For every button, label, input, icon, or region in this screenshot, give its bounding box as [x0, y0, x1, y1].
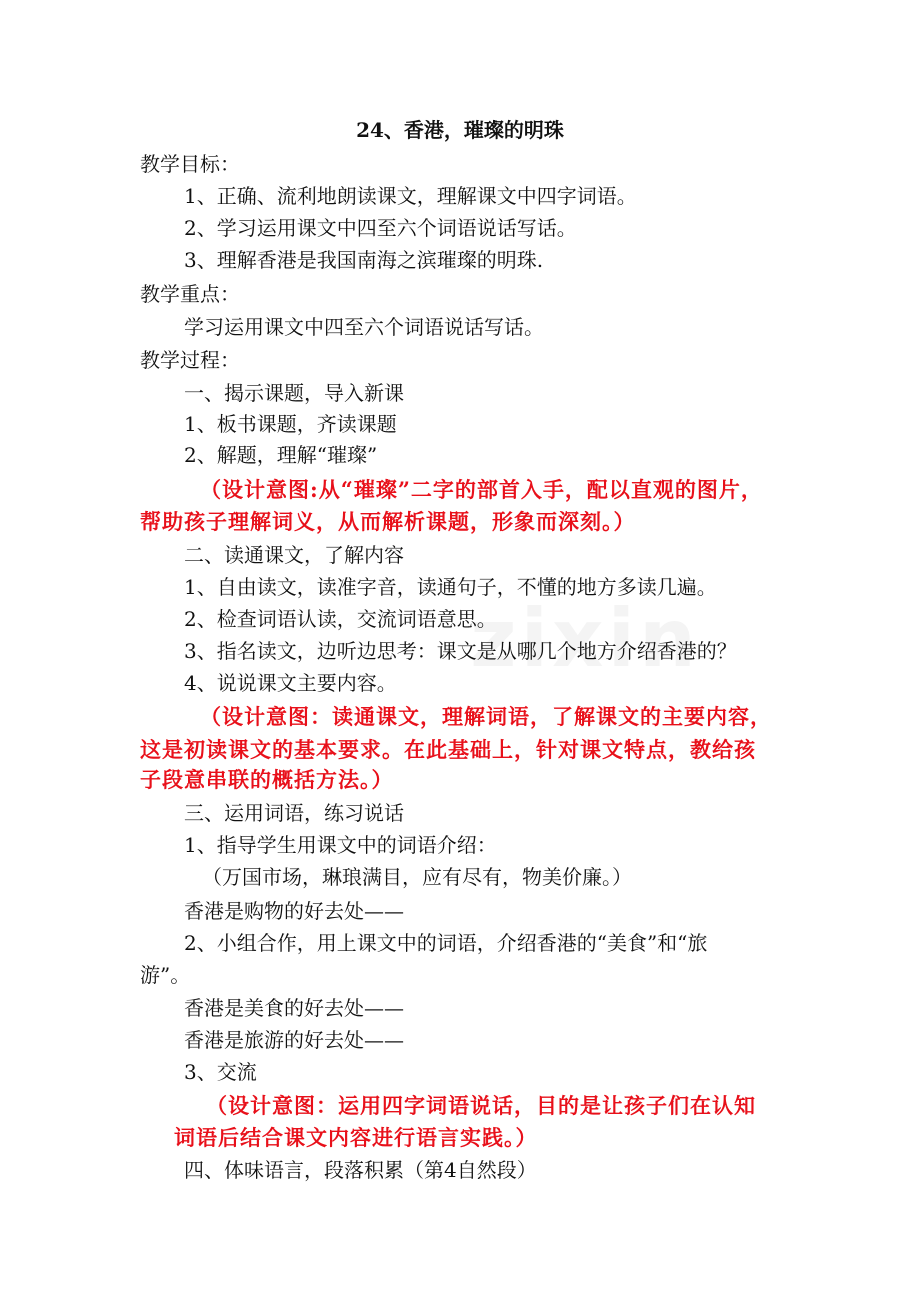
goals-heading: 教学目标：: [140, 152, 240, 176]
design-intent-note: 帮助孩子理解词义，从而解析课题，形象而深刻。）: [140, 509, 636, 534]
section-item: 1、板书课题，齐读课题: [184, 412, 397, 436]
page-title: 24、香港，璀璨的明珠: [356, 118, 564, 142]
section-heading: 一、揭示课题，导入新课: [184, 381, 404, 405]
sentence-starter: 香港是购物的好去处——: [184, 899, 404, 923]
design-intent-note: （设计意图：运用四字词语说话，目的是让孩子们在认知: [206, 1093, 756, 1118]
section-item: 1、指导学生用课文中的词语介绍：: [184, 833, 497, 857]
section-item-continued: 游”。: [140, 963, 191, 987]
design-intent-note: （设计意图:从“璀璨”二字的部首入手，配以直观的图片，: [200, 477, 763, 502]
goal-item: 3、理解香港是我国南海之滨璀璨的明珠.: [184, 248, 544, 272]
design-intent-note: 这是初读课文的基本要求。在此基础上，针对课文特点，教给孩: [140, 737, 756, 762]
sentence-starter: 香港是旅游的好去处——: [184, 1028, 404, 1052]
section-item: 4、说说课文主要内容。: [184, 671, 397, 695]
word-list: （万国市场，琳琅满目，应有尽有，物美价廉。）: [202, 865, 632, 889]
section-heading: 三、运用词语，练习说话: [184, 801, 404, 825]
focus-text: 学习运用课文中四至六个词语说话写话。: [184, 315, 544, 339]
section-item: 1、自由读文，读准字音，读通句子，不懂的地方多读几遍。: [184, 575, 717, 599]
section-item: 3、指名读文，边听边思考：课文是从哪几个地方介绍香港的？: [184, 639, 737, 663]
section-item: 2、检查词语认读，交流词语意思。: [184, 607, 497, 631]
process-heading: 教学过程：: [140, 348, 240, 372]
focus-heading: 教学重点：: [140, 282, 240, 306]
design-intent-note: 词语后结合课文内容进行语言实践。）: [174, 1125, 538, 1150]
section-item: 2、解题，理解“璀璨”: [184, 443, 378, 467]
goal-item: 2、学习运用课文中四至六个词语说话写话。: [184, 216, 577, 240]
section-heading: 二、读通课文，了解内容: [184, 543, 404, 567]
goal-item: 1、正确、流利地朗读课文，理解课文中四字词语。: [184, 184, 637, 208]
section-heading: 四、体味语言，段落积累（第4自然段）: [184, 1158, 537, 1182]
design-intent-note: 子段意串联的概括方法。）: [140, 767, 394, 792]
section-item: 2、小组合作，用上课文中的词语，介绍香港的“美食”和“旅: [184, 931, 708, 955]
sentence-starter: 香港是美食的好去处——: [184, 996, 404, 1020]
section-item: 3、交流: [184, 1060, 257, 1084]
design-intent-note: （设计意图：读通课文，理解词语，了解课文的主要内容，: [200, 704, 772, 729]
